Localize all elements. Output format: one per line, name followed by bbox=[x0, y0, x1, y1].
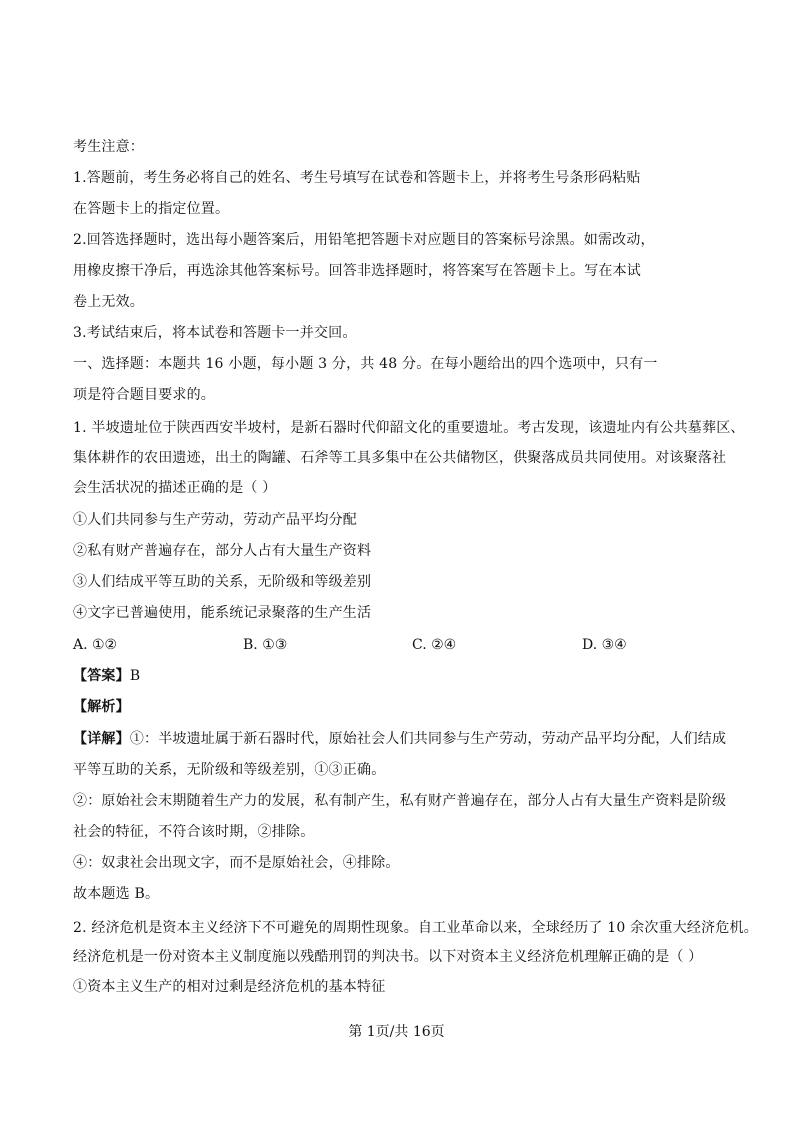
q2-stem: ①资本主义生产的相对过剩是经济危机的基本特征 bbox=[73, 979, 386, 995]
q1-option-c: C. ②④ bbox=[412, 637, 457, 653]
section-heading-cont: 项是符合题目要求的。 bbox=[73, 387, 215, 403]
q1-detail: 故本题选 B。 bbox=[73, 886, 160, 902]
q1-stem: 集体耕作的农田遗迹，出土的陶罐、石斧等工具多集中在公共储物区，供聚落成员共同使用。对该聚落社 bbox=[73, 450, 727, 466]
answer-label: 【答案】 bbox=[73, 668, 130, 684]
q1-statement: ②私有财产普遍存在，部分人占有大量生产资料 bbox=[73, 543, 372, 559]
q1-option-a: A. ①② bbox=[73, 637, 118, 653]
q1-stem: 1. 半坡遗址位于陕西西安半坡村，是新石器时代仰韶文化的重要遗址。考古发现，该遗址内有公共墓葬区、 bbox=[73, 420, 745, 436]
q2-stem: 经济危机是一份对资本主义制度施以残酷刑罚的判决书。以下对资本主义经济危机理解正确的是（ ） bbox=[73, 949, 703, 965]
q2-stem: 2. 经济危机是资本主义经济下不可避免的周期性现象。自工业革命以来，全球经历了 10 余次重大经济危机。 bbox=[73, 920, 758, 936]
q1-statement: ①人们共同参与生产劳动，劳动产品平均分配 bbox=[73, 512, 357, 528]
notice-title: 考生注意： bbox=[73, 139, 144, 155]
q1-detail bbox=[73, 729, 726, 749]
detail-label: 【详解】 bbox=[73, 731, 130, 747]
q1-option-d: D. ③④ bbox=[582, 637, 627, 653]
q1-stem: 会生活状况的描述正确的是（ ） bbox=[73, 480, 277, 496]
q1-detail: 平等互助的关系，无阶级和等级差别，①③正确。 bbox=[73, 762, 386, 778]
notice-line: 在答题卡上的指定位置。 bbox=[73, 201, 230, 217]
detail-text: ①：半坡遗址属于新石器时代，原始社会人们共同参与生产劳动，劳动产品平均分配，人们结成 bbox=[129, 731, 727, 747]
q1-detail: ②：原始社会末期随着生产力的发展，私有制产生，私有财产普遍存在，部分人占有大量生产资料是阶级 bbox=[73, 793, 727, 809]
notice-line: 1.答题前，考生务必将自己的姓名、考生号填写在试卷和答题卡上，并将考生号条形码粘贴 bbox=[73, 170, 641, 186]
answer-value: B bbox=[129, 668, 141, 684]
notice-line: 3.考试结束后，将本试卷和答题卡一并交回。 bbox=[73, 325, 357, 341]
analysis-label: 【解析】 bbox=[73, 699, 130, 715]
q1-statement: ③人们结成平等互助的关系，无阶级和等级差别 bbox=[73, 574, 372, 590]
q1-statement: ④文字已普遍使用，能系统记录聚落的生产生活 bbox=[73, 605, 372, 621]
page-number: 第 1页/共 16页 bbox=[348, 1024, 445, 1040]
q1-option-b: B. ①③ bbox=[243, 637, 288, 653]
section-heading: 一、选择题：本题共 16 小题，每小题 3 分，共 48 分。在每小题给出的四个选项中，只有一 bbox=[73, 356, 658, 372]
notice-line: 卷上无效。 bbox=[73, 294, 144, 310]
notice-line: 2.回答选择题时，选出每小题答案后，用铅笔把答题卡对应题目的答案标号涂黑。如需改动， bbox=[73, 232, 655, 248]
q1-answer bbox=[73, 666, 140, 686]
notice-line: 用橡皮擦干净后，再选涂其他答案标号。回答非选择题时，将答案写在答题卡上。写在本试 bbox=[73, 263, 641, 279]
q1-detail: ④：奴隶社会出现文字，而不是原始社会，④排除。 bbox=[73, 855, 400, 871]
q1-detail: 社会的特征，不符合该时期，②排除。 bbox=[73, 824, 315, 840]
